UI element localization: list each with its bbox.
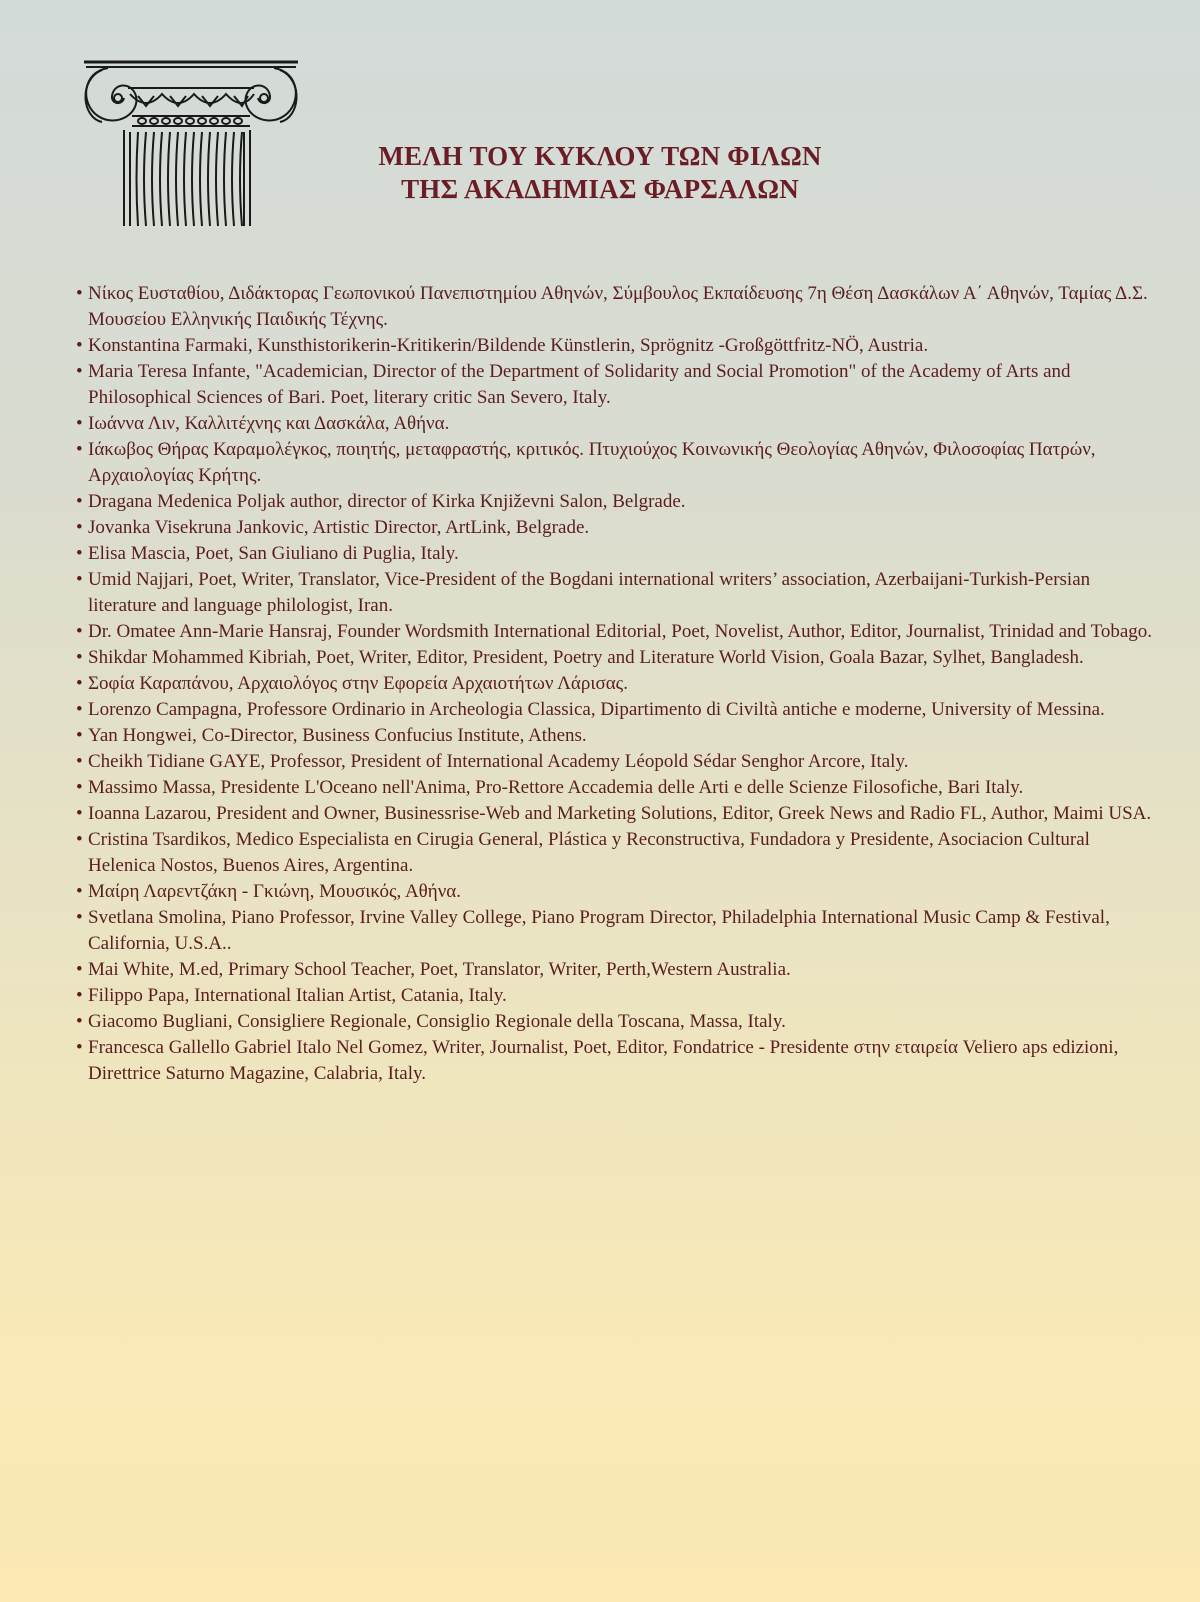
list-item: • Dragana Medenica Poljak author, director of Kirka Književni Salon, Belgrade. xyxy=(76,489,1156,515)
list-item: • Μαίρη Λαρεντζάκη - Γκιώνη, Μουσικός, Αθήνα. xyxy=(76,879,1156,905)
list-item: • Ioanna Lazarou, President and Owner, Businessrise-Web and Marketing Solutions, Editor, Greek News and Radio FL, Author, Maimi USA. xyxy=(76,801,1156,827)
list-item: • Shikdar Mohammed Kibriah, Poet, Writer, Editor, President, Poetry and Literature World Vision, Goala Bazar, Sylhet, Bangladesh. xyxy=(76,645,1156,671)
list-item: • Mai White, M.ed, Primary School Teacher, Poet, Translator, Writer, Perth,Western Australia. xyxy=(76,957,1156,983)
list-item: • Ιάκωβος Θήρας Καραμολέγκος, ποιητής, μεταφραστής, κριτικός. Πτυχιούχος Κοινωνικής Θεολογίας Αθηνών, Φιλοσοφίας Πατρών, Αρχαιολογίας Κρήτης. xyxy=(76,437,1156,489)
list-item: • Lorenzo Campagna, Professore Ordinario in Archeologia Classica, Dipartimento di Civiltà antiche e moderne, University of Messina. xyxy=(76,697,1156,723)
list-item: • Yan Hongwei, Co-Director, Business Confucius Institute, Athens. xyxy=(76,723,1156,749)
list-item: • Cristina Tsardikos, Medico Especialista en Cirugia General, Plástica y Reconstructiva, Fundadora y Presidente, Asociacion Cultural Helenica Nostos, Buenos Aires, Argentina. xyxy=(76,827,1156,879)
page-title xyxy=(330,140,870,206)
list-item: • Konstantina Farmaki, Kunsthistorikerin-Kritikerin/Bildende Künstlerin, Sprögnitz -Großgöttfritz-NÖ, Austria. xyxy=(76,333,1156,359)
members-list xyxy=(76,281,1156,1087)
title-line-2: ΤΗΣ ΑΚΑΔΗΜΙΑΣ ΦΑΡΣΑΛΩΝ xyxy=(401,174,799,204)
list-item: • Ιωάννα Λιν, Καλλιτέχνης και Δασκάλα, Αθήνα. xyxy=(76,411,1156,437)
list-item: • Elisa Mascia, Poet, San Giuliano di Puglia, Italy. xyxy=(76,541,1156,567)
list-item: • Massimo Massa, Presidente L'Oceano nell'Anima, Pro-Rettore Accademia delle Arti e delle Scienze Filosofiche, Bari Italy. xyxy=(76,775,1156,801)
ionic-column-icon xyxy=(78,58,304,238)
title-line-1: ΜΕΛΗ ΤΟΥ ΚΥΚΛΟΥ ΤΩΝ ΦΙΛΩΝ xyxy=(378,141,822,171)
list-item: • Giacomo Bugliani, Consigliere Regionale, Consiglio Regionale della Toscana, Massa, Italy. xyxy=(76,1009,1156,1035)
list-item: • Maria Teresa Infante, "Academician, Director of the Department of Solidarity and Social Promotion" of the Academy of Arts and Philosophical Sciences of Bari. Poet, literary critic San Severo, Italy. xyxy=(76,359,1156,411)
list-item: • Francesca Gallello Gabriel Italo Nel Gomez, Writer, Journalist, Poet, Editor, Fondatrice - Presidente στην εταιρεία Veliero aps edizioni, Direttrice Saturno Magazine, Calabria, Italy. xyxy=(76,1035,1156,1087)
list-item: • Σοφία Καραπάνου, Αρχαιολόγος στην Εφορεία Αρχαιοτήτων Λάρισας. xyxy=(76,671,1156,697)
list-item: • Umid Najjari, Poet, Writer, Translator, Vice-President of the Bogdani international writers’ association, Azerbaijani-Turkish-Persian literature and language philologist, Iran. xyxy=(76,567,1156,619)
list-item: • Svetlana Smolina, Piano Professor, Irvine Valley College, Piano Program Director, Philadelphia International Music Camp & Festival, California, U.S.A.. xyxy=(76,905,1156,957)
list-item: • Jovanka Visekruna Jankovic, Artistic Director, ArtLink, Belgrade. xyxy=(76,515,1156,541)
list-item: • Filippo Papa, International Italian Artist, Catania, Italy. xyxy=(76,983,1156,1009)
list-item: • Νίκος Ευσταθίου, Διδάκτορας Γεωπονικού Πανεπιστημίου Αθηνών, Σύμβουλος Εκπαίδευσης 7η Θέση Δασκάλων Α΄ Αθηνών, Ταμίας Δ.Σ. Μουσείου Ελληνικής Παιδικής Τέχνης. xyxy=(76,281,1156,333)
list-item: • Cheikh Tidiane GAYE, Professor, President of International Academy Léopold Sédar Senghor Arcore, Italy. xyxy=(76,749,1156,775)
list-item: • Dr. Omatee Ann-Marie Hansraj, Founder Wordsmith International Editorial, Poet, Novelist, Author, Editor, Journalist, Trinidad and Tobago. xyxy=(76,619,1156,645)
